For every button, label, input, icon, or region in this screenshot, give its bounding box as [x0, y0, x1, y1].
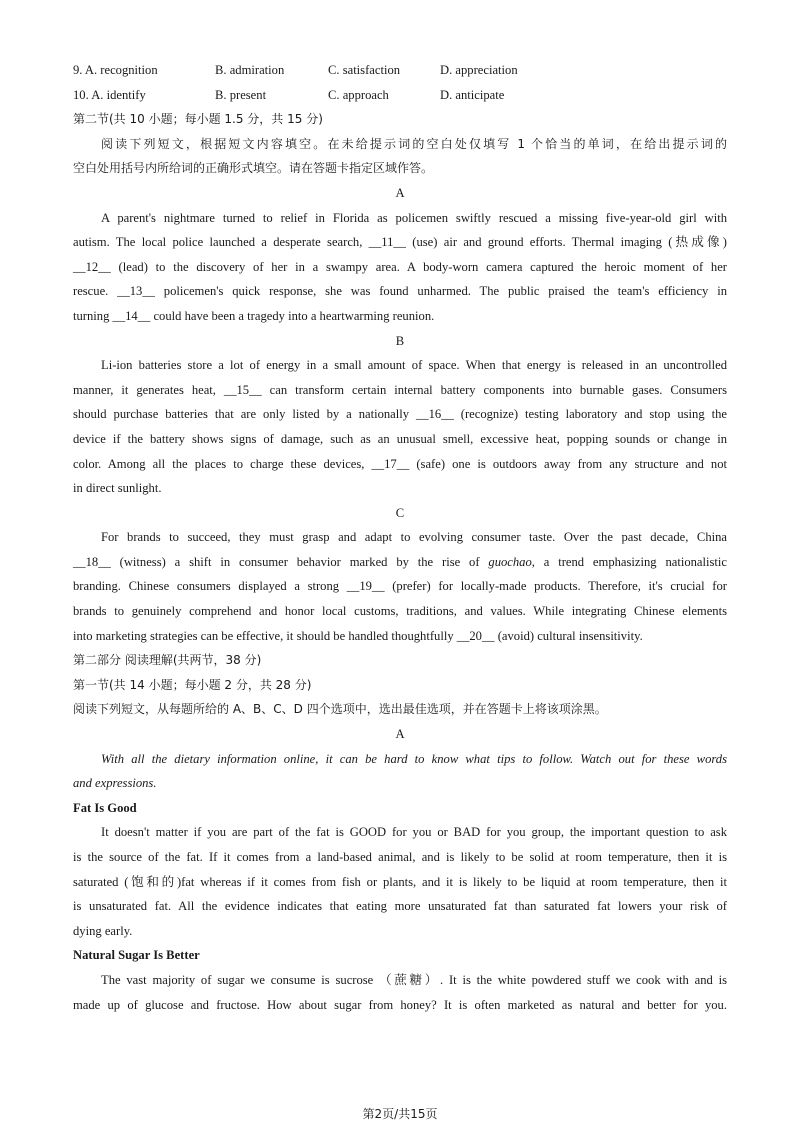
options-row-10 [73, 83, 727, 108]
sugar-line: The vast majority of sugar we consume is sucrose （蔗糖）. It is the white powdered stuff we cook with and is [101, 972, 727, 987]
options-row-9 [73, 58, 727, 83]
option-9-c: C. satisfaction [328, 63, 401, 77]
passage-c-line: For brands to succeed, they must grasp and adapt to evolving consumer taste. Over the past decade, China [101, 530, 727, 545]
passage-b-line: in direct sunlight. [73, 481, 162, 496]
passage-c-line: branding. Chinese consumers displayed a strong __19__ (prefer) for locally-made products. Therefore, it's crucial for [73, 579, 727, 594]
passage-a-line: rescue. __13__ policemen's quick response, she was found unharmed. The public praised the team's efficiency in [73, 284, 727, 299]
section2-heading: 第二节(共 10 小题；每小题 1.5 分，共 15 分) [73, 112, 323, 127]
passage-c [73, 525, 727, 648]
sugar-line: made up of glucose and fructose. How about sugar from honey? It is often marketed as natural and better for you. [73, 997, 727, 1012]
part2-heading: 第二部分 阅读理解(共两节，38 分) [73, 653, 262, 668]
option-10-d: D. anticipate [440, 87, 505, 102]
fat-line: is unsaturated fat. All the evidence indicates that eating more unsaturated fat than saturated fat lowers your risk of [73, 899, 727, 914]
option-10-a: 10. A. identify [73, 87, 146, 102]
passage-c-line: into marketing strategies can be effective, it should be handled thoughtfully __20__ (avoid) cultural insensitivity. [73, 628, 643, 643]
passage-a-line: autism. The local police launched a desperate search, __11__ (use) air and ground efforts. Thermal imaging (热成像) [73, 235, 727, 250]
paragraph-sugar [73, 968, 727, 1017]
option-9-b: B. admiration [215, 63, 285, 77]
part2-instruction: 阅读下列短文，从每题所给的 A、B、C、D 四个选项中，选出最佳选项，并在答题卡上将该项涂黑。 [73, 702, 607, 717]
reading-a-intro: With all the dietary information online, it can be hard to know what tips to follow. Watch out for these words [101, 751, 727, 766]
option-9-d: D. appreciation [440, 63, 518, 77]
section2-instruction-1: 阅读下列短文，根据短文内容填空。在未给提示词的空白处仅填写 1 个恰当的单词，在给出提示词的 [101, 136, 727, 151]
passage-a-line: A parent's nightmare turned to relief in Florida as policemen swiftly rescued a missing five-year-old girl with [101, 210, 727, 225]
passage-c-line [73, 550, 727, 575]
option-10-b: B. present [215, 87, 267, 102]
passage-b-line: should purchase batteries that are only listed by a nationally __16__ (recognize) testing laboratory and stop using the [73, 407, 727, 422]
subheading-sugar: Natural Sugar Is Better [73, 948, 200, 963]
passage-b-line: color. Among all the places to charge these devices, __17__ (safe) one is outdoors away from any structure and not [73, 456, 727, 471]
option-9-a: 9. A. recognition [73, 63, 158, 77]
fat-line: is the source of the fat. If it comes from a land-based animal, and is likely to be solid at room temperature, then it is [73, 850, 727, 864]
passage-a-line: turning __14__ could have been a tragedy into a heartwarming reunion. [73, 308, 435, 323]
passage-b-line: manner, it generates heat, __15__ can transform certain internal battery components into burnable gases. Consumers [73, 382, 727, 397]
passage-c-text: , a trend emphasizing nationalistic [531, 554, 727, 569]
page-number: 第2页/共15页 [362, 1107, 438, 1121]
paragraph-fat [73, 820, 727, 943]
fat-line: It doesn't matter if you are part of the fat is GOOD for you or BAD for you group, the important question to ask [101, 825, 727, 840]
part2-section1-heading: 第一节(共 14 小题；每小题 2 分，共 28 分) [73, 677, 312, 692]
guochao-term: guochao [488, 554, 532, 569]
passage-b [73, 353, 727, 501]
passage-b-line: device if the battery shows signs of damage, such as an unusual smell, excessive heat, popping sounds or change in [73, 431, 727, 446]
passage-a-label: A [395, 185, 405, 200]
passage-c-line: brands to genuinely comprehend and honor local customs, traditions, and values. While integrating Chinese elements [73, 604, 727, 619]
passage-c-text: __18__ (witness) a shift in consumer behavior marked by the rise of [73, 554, 489, 569]
fat-line: dying early. [73, 923, 133, 938]
passage-b-line: Li-ion batteries store a lot of energy in a small amount of space. When that energy is released in an uncontrolled [101, 358, 727, 373]
passage-c-label: C [395, 505, 405, 520]
fat-line: saturated (饱和的)fat whereas if it comes from fish or plants, and it is likely to be liquid at room temperature, then it [73, 874, 727, 889]
reading-a-intro: and expressions. [73, 776, 157, 791]
passage-a-line: __12__ (lead) to the discovery of her in a swampy area. A body-worn camera captured the heroic moment of her [73, 259, 727, 274]
option-10-c: C. approach [328, 87, 389, 102]
passage-b-label: B [395, 333, 405, 348]
passage-a [73, 206, 727, 329]
section2-instruction-2: 空白处用括号内所给词的正确形式填空。请在答题卡指定区域作答。 [73, 161, 434, 176]
reading-a-label: A [395, 727, 405, 742]
subheading-fat: Fat Is Good [73, 800, 137, 815]
